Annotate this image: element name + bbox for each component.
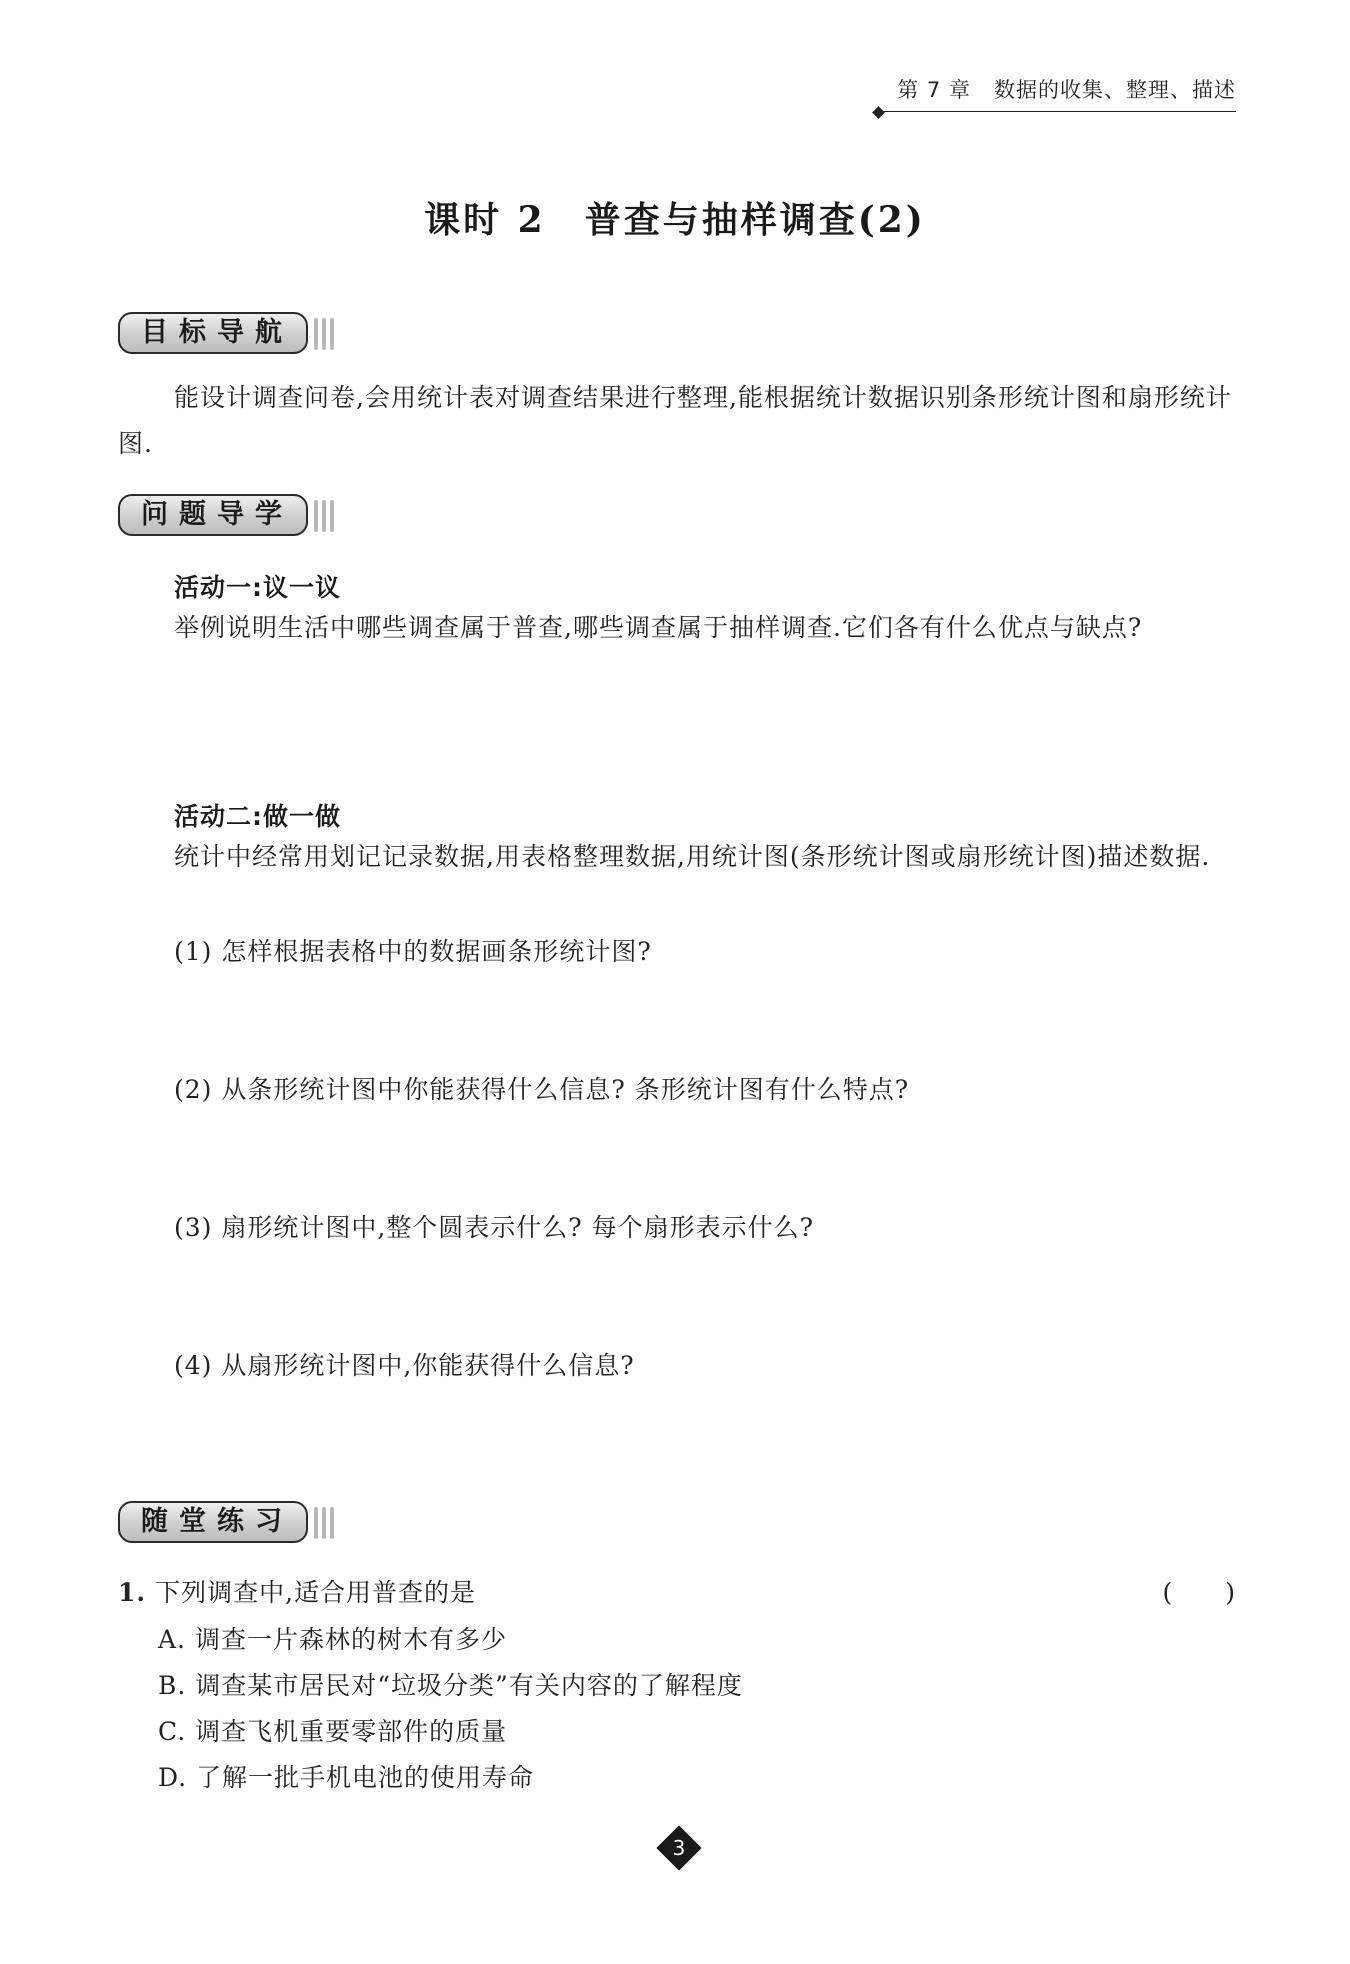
diamond-icon xyxy=(872,106,885,119)
option-a[interactable]: A. 调查一片森林的树木有多少 xyxy=(158,1625,507,1654)
page-number: 3 xyxy=(672,1836,686,1860)
exercise-number: 1. xyxy=(118,1578,147,1607)
option-d[interactable]: D. 了解一批手机电池的使用寿命 xyxy=(158,1763,535,1792)
question-3: (3) 扇形统计图中,整个圆表示什么? 每个扇形表示什么? xyxy=(174,1213,815,1242)
tab-stripe-1 xyxy=(314,1507,318,1539)
question-1: (1) 怎样根据表格中的数据画条形统计图? xyxy=(174,937,652,966)
tab-stripe-1 xyxy=(314,500,318,532)
activity-2-title: 活动二:做一做 xyxy=(174,802,341,831)
section-tab-label: 问题导学 xyxy=(141,499,293,530)
exercise-stem: 下列调查中,适合用普查的是 xyxy=(155,1578,477,1607)
goal-text: 能设计调查问卷,会用统计表对调查结果进行整理,能根据统计数据识别条形统计图和扇形统计图. xyxy=(118,383,1232,458)
running-header xyxy=(880,74,1236,104)
activity-1-text: 举例说明生活中哪些调查属于普查,哪些调查属于抽样调查.它们各有什么优点与缺点? xyxy=(174,613,1143,642)
tab-stripe-2 xyxy=(322,318,326,350)
chapter-title: 数据的收集、整理、描述 xyxy=(994,78,1236,102)
question-2: (2) 从条形统计图中你能获得什么信息? 条形统计图有什么特点? xyxy=(174,1075,910,1104)
activity-1-title: 活动一:议一议 xyxy=(174,573,341,602)
exercise-1 xyxy=(118,1573,1236,1609)
page-number-badge xyxy=(657,1826,701,1870)
tab-stripe-2 xyxy=(322,1507,326,1539)
tab-stripe-3 xyxy=(330,500,334,532)
tab-stripe-2 xyxy=(322,500,326,532)
section-tab-inquiry xyxy=(118,494,336,540)
question-4: (4) 从扇形统计图中,你能获得什么信息? xyxy=(174,1351,635,1380)
tab-stripe-3 xyxy=(330,1507,334,1539)
section-tab-label: 随堂练习 xyxy=(141,1506,293,1537)
chapter-number: 第 7 章 xyxy=(897,78,971,102)
option-b[interactable]: B. 调查某市居民对“垃圾分类”有关内容的了解程度 xyxy=(158,1671,743,1700)
option-c[interactable]: C. 调查飞机重要零部件的质量 xyxy=(158,1717,508,1746)
section-tab-practice xyxy=(118,1501,336,1547)
section-tab-goal xyxy=(118,312,336,358)
section-tab-label: 目标导航 xyxy=(141,317,293,348)
tab-stripe-1 xyxy=(314,318,318,350)
header-rule xyxy=(880,111,1236,112)
activity-2-text: 统计中经常用划记记录数据,用表格整理数据,用统计图(条形统计图或扇形统计图)描述数据. xyxy=(174,842,1211,871)
lesson-title: 课时 2 普查与抽样调查(2) xyxy=(424,199,926,241)
tab-stripe-3 xyxy=(330,318,334,350)
answer-blank[interactable]: ( ) xyxy=(1162,1578,1236,1607)
